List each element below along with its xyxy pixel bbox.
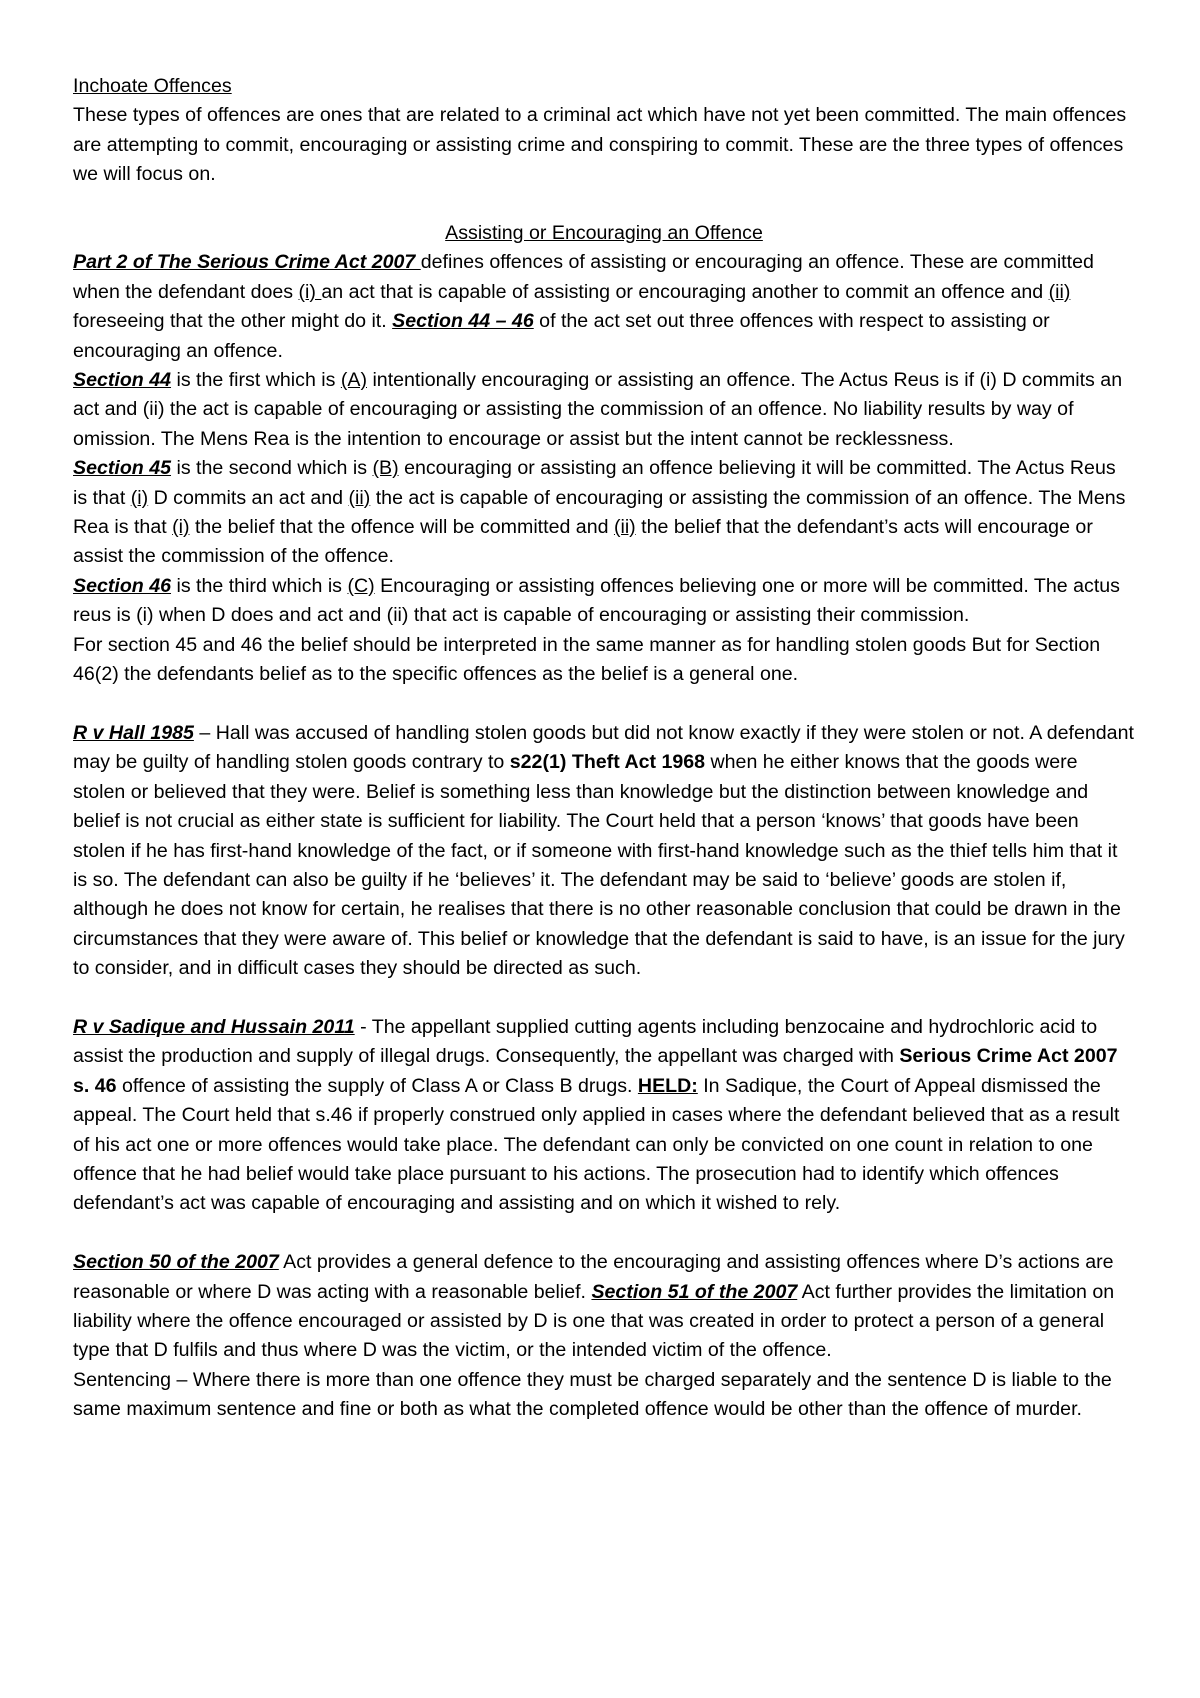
s46-paragraph: Section 46 is the third which is (C) Encouraging or assisting offences believing one or more will be committed. The actus reus is (i) when D does and act and (ii) that act is capable of encouraging or assisting their commission. bbox=[73, 574, 1120, 627]
section-44-ref: Section 44 bbox=[73, 369, 172, 392]
s44-paragraph: Section 44 is the first which is (A) intentionally encouraging or assisting an offence. The Actus Reus is if (i) D commits an act and (ii) the act is capable of encouraging or assisting the commission of an offence. No liability results by way of omission. The Mens Rea is the intention to encourage or assist but the intent cannot be recklessness. bbox=[73, 369, 1123, 450]
spacer bbox=[73, 190, 1135, 219]
spacer bbox=[73, 1219, 1135, 1248]
sadique-paragraph: R v Sadique and Hussain 2011 - The appellant supplied cutting agents including benzocaine and hydrochloric acid to assist the production and supply of illegal drugs. Consequently, the appellant was charged with Serious Crime Act 2007 s. 46 offence of assisting the supply of Class A or Class B drugs. HELD: In Sadique, the Court of Appeal dismissed the appeal. The Court held that s.46 if properly construed only applied in cases where the defendant believed that as a result of his act one or more offences would take place. The defendant can only be convicted on one count in relation to one offence that he had belief would take place pursuant to his actions. The prosecution had to identify which offences defendant’s act was capable of encouraging and assisting and on which it wished to rely. bbox=[73, 1015, 1120, 1215]
held-label: HELD: bbox=[637, 1074, 698, 1097]
section-44-46-ref: Section 44 – 46 bbox=[392, 310, 534, 333]
s45-paragraph: Section 45 is the second which is (B) encouraging or assisting an offence believing it will be committed. The Actus Reus is that (i) D commits an act and (ii) the act is capable of encouraging or assisting the commission of an offence. The Mens Rea is that (i) the belief that the offence will be committed and (ii) the belief that the defendant’s acts will encourage or assist the commission of the offence. bbox=[73, 457, 1126, 568]
document-page bbox=[73, 72, 1135, 1425]
spacer bbox=[73, 690, 1135, 719]
part2-ref: Part 2 of The Serious Crime Act 2007 bbox=[73, 251, 421, 274]
case-hall-ref: R v Hall 1985 bbox=[73, 721, 194, 744]
section-45-ref: Section 45 bbox=[73, 457, 172, 480]
section-46-ref: Section 46 bbox=[73, 574, 172, 597]
section-title: Assisting or Encouraging an Offence bbox=[445, 222, 763, 245]
section-50-ref: Section 50 of the 2007 bbox=[73, 1251, 279, 1274]
document-heading: Inchoate Offences bbox=[73, 75, 232, 97]
section-51-ref: Section 51 of the 2007 bbox=[591, 1280, 798, 1303]
sentencing-paragraph: Sentencing – Where there is more than one offence they must be charged separately and the sentence D is liable to the same maximum sentence and fine or both as what the completed offence would be other than the offence of murder. bbox=[73, 1368, 1112, 1421]
belief-note-paragraph: For section 45 and 46 the belief should be interpreted in the same manner as for handling stolen goods But for Section 46(2) the defendants belief as to the specific offences as the belief is a general one. bbox=[73, 633, 1101, 686]
intro-paragraph: These types of offences are ones that are related to a criminal act which have not yet been committed. The main offences are attempting to commit, encouraging or assisting crime and conspiring to commit. These are the three types of offences we will focus on. bbox=[73, 104, 1127, 186]
statute-ref: s22(1) Theft Act 1968 bbox=[509, 751, 706, 774]
spacer bbox=[73, 984, 1135, 1013]
hall-paragraph: R v Hall 1985 – Hall was accused of handling stolen goods but did not know exactly if they were stolen or not. A defendant may be guilty of handling stolen goods contrary to s22(1) Theft Act 1968 when he either knows that the goods were stolen or believed that they were. Belief is something less than knowledge but the distinction between knowledge and belief is not crucial as either state is sufficient for liability. The Court held that a person ‘knows’ that goods have been stolen if he has first-hand knowledge of the fact, or if someone with first-hand knowledge such as the thief tells him that it is so. The defendant can also be guilty if he ‘believes’ it. The defendant may be said to ‘believe’ goods are stolen if, although he does not know for certain, he realises that there is no other reasonable conclusion that could be drawn in the circumstances that they were aware of. This belief or knowledge that the defendant is said to have, is an issue for the jury to consider, and in difficult cases they should be directed as such. bbox=[73, 721, 1134, 980]
case-sadique-ref: R v Sadique and Hussain 2011 bbox=[73, 1015, 355, 1038]
part2-paragraph: Part 2 of The Serious Crime Act 2007 defines offences of assisting or encouraging an offence. These are committed when the defendant does (i) an act that is capable of assisting or encouraging another to commit an offence and (ii) foreseeing that the other might do it. Section 44 – 46 of the act set out three offences with respect to assisting or encouraging an offence. bbox=[73, 251, 1094, 362]
heading-line bbox=[73, 72, 1135, 101]
section-title-line bbox=[73, 219, 1135, 248]
statute-ref: Serious Crime Act 2007 s. 46 bbox=[73, 1045, 1118, 1097]
s50-paragraph: Section 50 of the 2007 Act provides a general defence to the encouraging and assisting offences where D’s actions are reasonable or where D was acting with a reasonable belief. Section 51 of the 2007 Act further provides the limitation on liability where the offence encouraged or assisted by D is one that was created in order to protect a person of a general type that D fulfils and thus where D was the victim, or the intended victim of the offence. bbox=[73, 1251, 1115, 1362]
